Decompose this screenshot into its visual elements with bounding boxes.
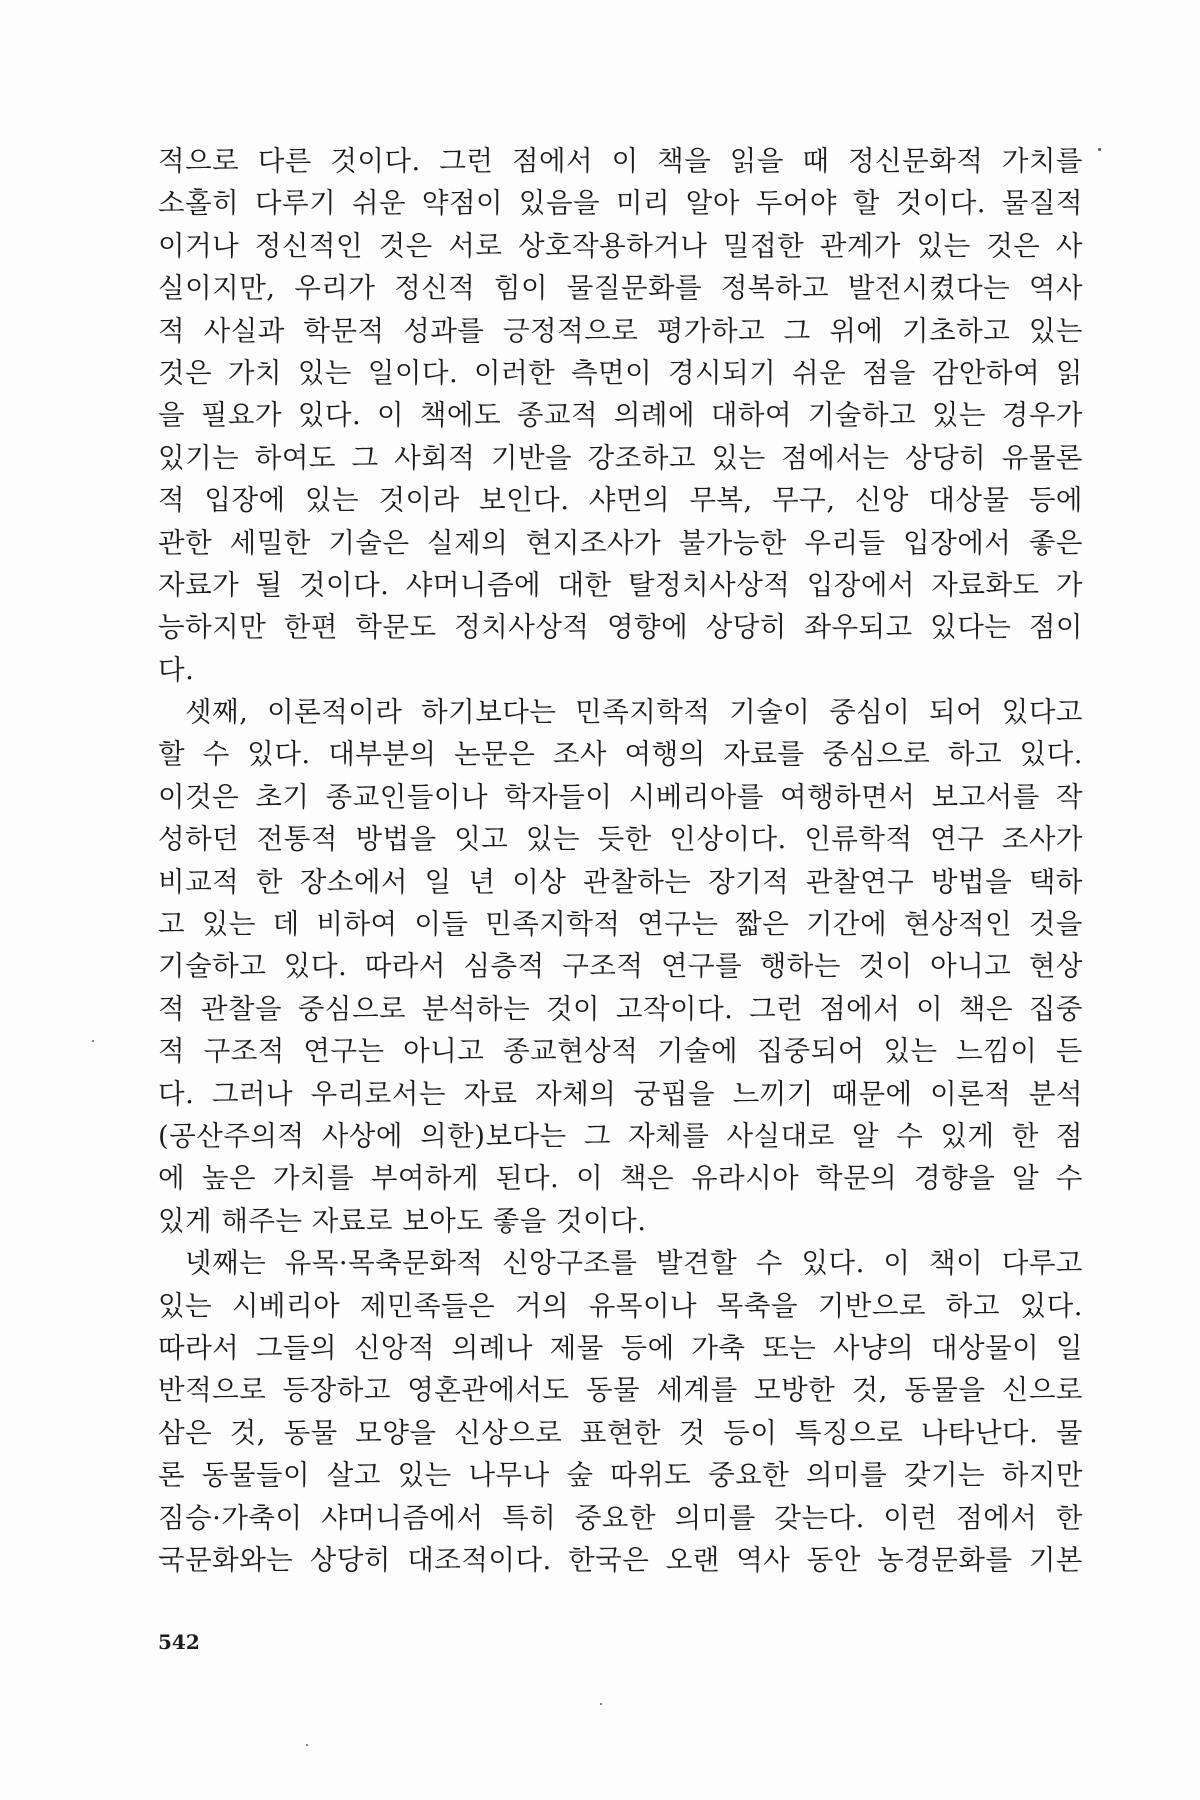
text-line: 이것은 초기 종교인들이나 학자들이 시베리아를 여행하면서 보고서를 작 xyxy=(158,780,1083,813)
text-line: 적 관찰을 중심으로 분석하는 것이 고작이다. 그런 점에서 이 책은 집중 xyxy=(158,992,1083,1025)
text-line: 이거나 정신적인 것은 서로 상호작용하거나 밀접한 관계가 있는 것은 사 xyxy=(158,229,1083,262)
text-line: 적 입장에 있는 것이라 보인다. 샤먼의 무복, 무구, 신앙 대상물 등에 xyxy=(158,484,1083,517)
text-line: 적 사실과 학문적 성과를 긍정적으로 평가하고 그 위에 기초하고 있는 xyxy=(158,314,1083,347)
text-line: 따라서 그들의 신앙적 의례나 제물 등에 가축 또는 사냥의 대상물이 일 xyxy=(158,1331,1083,1364)
text-line: 실이지만, 우리가 정신적 힘이 물질문화를 정복하고 발전시켰다는 역사 xyxy=(158,272,1083,305)
text-line: 론 동물들이 살고 있는 나무나 숲 따위도 중요한 의미를 갖기는 하지만 xyxy=(158,1459,1083,1492)
text-line: 다. 그러나 우리로서는 자료 자체의 궁핍을 느끼기 때문에 이론적 분석 xyxy=(158,1077,1083,1110)
text-line: 에 높은 가치를 부여하게 된다. 이 책은 유라시아 학문의 경향을 알 수 xyxy=(158,1162,1083,1195)
text-line: 짐승·가축이 샤머니즘에서 특히 중요한 의미를 갖는다. 이런 점에서 한 xyxy=(158,1501,1083,1534)
text-line: 고 있는 데 비하여 이들 민족지학적 연구는 짧은 기간에 현상적인 것을 xyxy=(158,908,1083,941)
text-line: 있기는 하여도 그 사회적 기반을 강조하고 있는 점에서는 상당히 유물론 xyxy=(158,441,1083,474)
text-line: 삼은 것, 동물 모양을 신상으로 표현한 것 등이 특징으로 나타난다. 물 xyxy=(158,1416,1083,1449)
text-line: 반적으로 등장하고 영혼관에서도 동물 세계를 모방한 것, 동물을 신으로 xyxy=(158,1374,1083,1407)
text-line: 것은 가치 있는 일이다. 이러한 측면이 경시되기 쉬운 점을 감안하여 읽 xyxy=(158,356,1083,389)
text-line: 적 구조적 연구는 아니고 종교현상적 기술에 집중되어 있는 느낌이 든 xyxy=(158,1035,1083,1068)
text-line: 을 필요가 있다. 이 책에도 종교적 의례에 대하여 기술하고 있는 경우가 xyxy=(158,399,1083,432)
text-line: 성하던 전통적 방법을 잇고 있는 듯한 인상이다. 인류학적 연구 조사가 xyxy=(158,823,1083,856)
text-line: 관한 세밀한 기술은 실제의 현지조사가 불가능한 우리들 입장에서 좋은 xyxy=(158,526,1083,559)
text-line: 소홀히 다루기 쉬운 약점이 있음을 미리 알아 두어야 할 것이다. 물질적 xyxy=(158,187,1083,220)
paragraph-2 xyxy=(158,691,1083,1242)
text-line: 셋째, 이론적이라 하기보다는 민족지학적 기술이 중심이 되어 있다고 xyxy=(185,696,1083,729)
paragraph-1 xyxy=(158,140,1083,691)
text-line: 적으로 다른 것이다. 그런 점에서 이 책을 읽을 때 정신문화적 가치를 xyxy=(158,145,1083,177)
text-line: 있는 시베리아 제민족들은 거의 유목이나 목축을 기반으로 하고 있다. xyxy=(158,1289,1083,1322)
scan-speck xyxy=(306,1744,308,1746)
text-line: 있게 해주는 자료로 보아도 좋을 것이다. xyxy=(158,1204,647,1237)
text-line: 국문화와는 상당히 대조적이다. 한국은 오랜 역사 동안 농경문화를 기본 xyxy=(158,1543,1083,1576)
text-line: 기술하고 있다. 따라서 심층적 구조적 연구를 행하는 것이 아니고 현상 xyxy=(158,950,1083,983)
paragraph-3 xyxy=(158,1242,1083,1581)
text-line: 넷째는 유목·목축문화적 신앙구조를 발견할 수 있다. 이 책이 다루고 xyxy=(185,1247,1083,1280)
scan-speck xyxy=(1098,148,1101,151)
scan-speck xyxy=(92,1040,94,1042)
text-line: 자료가 될 것이다. 샤머니즘에 대한 탈정치사상적 입장에서 자료화도 가 xyxy=(158,568,1083,601)
body-text xyxy=(158,140,1083,1581)
text-line: 능하지만 한편 학문도 정치사상적 영향에 상당히 좌우되고 있다는 점이 xyxy=(158,611,1083,644)
text-line: 다. xyxy=(158,653,195,686)
text-line: 비교적 한 장소에서 일 년 이상 관찰하는 장기적 관찰연구 방법을 택하 xyxy=(158,865,1083,898)
scan-speck xyxy=(600,1703,602,1705)
text-line: (공산주의적 사상에 의한)보다는 그 자체를 사실대로 알 수 있게 한 점 xyxy=(158,1119,1083,1152)
page-number: 542 xyxy=(158,1630,200,1654)
text-line: 할 수 있다. 대부분의 논문은 조사 여행의 자료를 중심으로 하고 있다. xyxy=(158,738,1083,771)
